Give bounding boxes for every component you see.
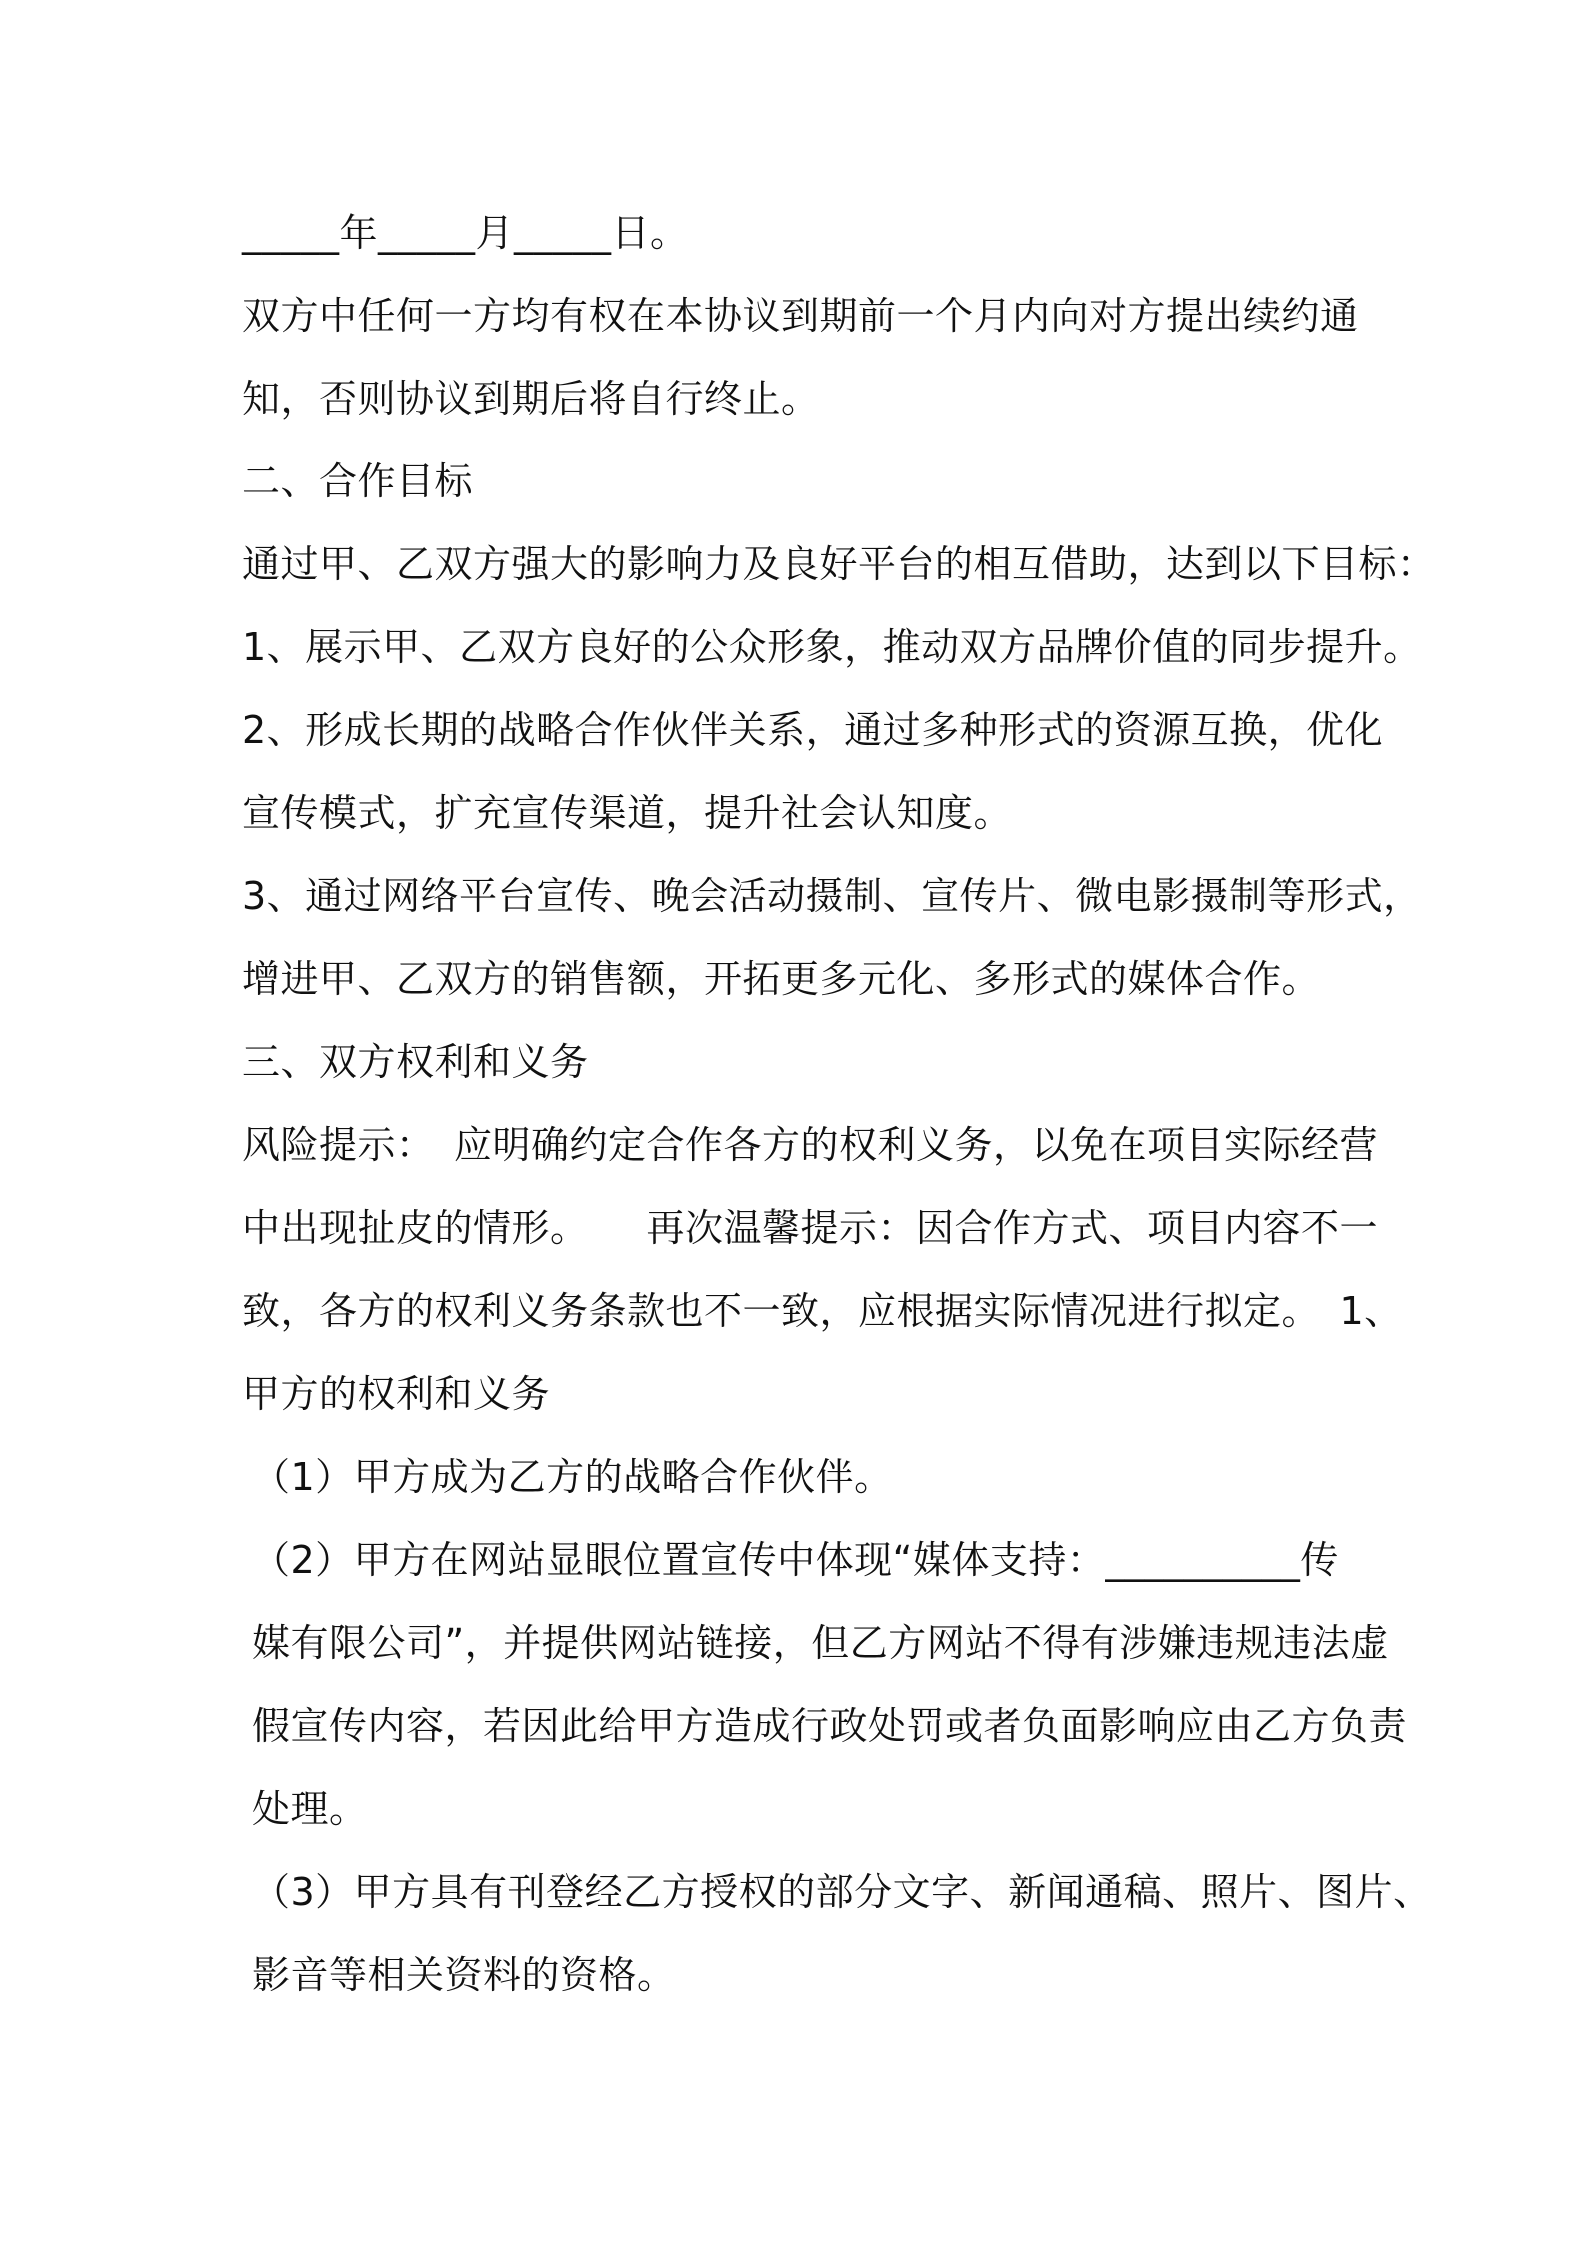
section-heading-goals: 二、合作目标 bbox=[242, 459, 474, 503]
goal-item-3: 3、通过网络平台宣传、晚会活动摄制、宣传片、微电影摄制等形式， 增进甲、乙双方的销售额，开拓更多元化、多形式的媒体合作。 bbox=[242, 874, 1422, 1001]
renewal-clause: 双方中任何一方均有权在本协议到期前一个月内向对方提出续约通 知，否则协议到期后将自行终止。 bbox=[242, 294, 1359, 421]
goal-item-1: 1、展示甲、乙双方良好的公众形象，推动双方品牌价值的同步提升。 bbox=[242, 625, 1422, 669]
risk-notice: 风险提示： 应明确约定合作各方的权利义务，以免在项目实际经营 中出现扯皮的情形。 再次温馨提示：因合作方式、项目内容不一 致，各方的权利义务条款也不一致，应根据实际情况进行拟定。 1、 甲方的权利和义务 bbox=[242, 1123, 1403, 1416]
goal-item-2: 2、形成长期的战略合作伙伴关系，通过多种形式的资源互换，优化 宣传模式，扩充宣传渠道，提升社会认知度。 bbox=[242, 708, 1384, 835]
party-a-item-3: （3）甲方具有刊登经乙方授权的部分文字、新闻通稿、照片、图片、 影音等相关资料的资格。 bbox=[252, 1870, 1432, 1997]
party-a-item-1: （1）甲方成为乙方的战略合作伙伴。 bbox=[252, 1455, 893, 1499]
section-heading-rights: 三、双方权利和义务 bbox=[242, 1040, 589, 1084]
goals-intro: 通过甲、乙双方强大的影响力及良好平台的相互借助，达到以下目标： bbox=[242, 542, 1436, 586]
party-a-item-2: （2）甲方在网站显眼位置宣传中体现“媒体支持：__________传 媒有限公司”，并提供网站链接，但乙方网站不得有涉嫌违规违法虚 假宣传内容，若因此给甲方造成行政处罚或者负面影响应由乙方负责 处理。 bbox=[252, 1538, 1408, 1831]
date-line: _____年_____月_____日。 bbox=[242, 211, 689, 255]
